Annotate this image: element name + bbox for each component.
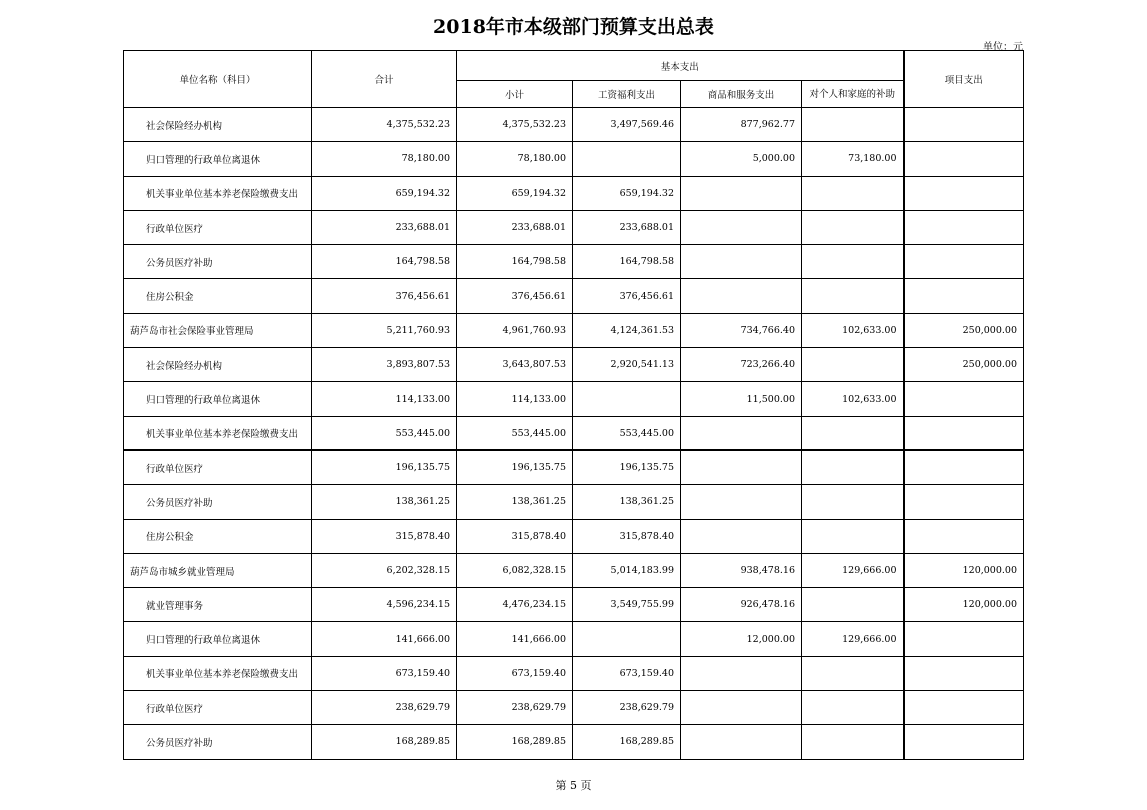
table-row bbox=[124, 416, 1024, 450]
cell-name: 行政单位医疗 bbox=[124, 210, 312, 244]
cell-project: 120,000.00 bbox=[904, 553, 1024, 587]
table-row bbox=[124, 553, 1024, 587]
cell-salary: 3,497,569.46 bbox=[573, 108, 681, 142]
cell-project bbox=[904, 622, 1024, 656]
cell-goods: 5,000.00 bbox=[681, 142, 802, 176]
cell-project bbox=[904, 725, 1024, 759]
cell-salary: 5,014,183.99 bbox=[573, 553, 681, 587]
cell-personal bbox=[802, 245, 904, 279]
cell-personal bbox=[802, 725, 904, 759]
cell-goods bbox=[681, 210, 802, 244]
cell-project: 250,000.00 bbox=[904, 313, 1024, 347]
cell-personal: 73,180.00 bbox=[802, 142, 904, 176]
cell-total: 6,202,328.15 bbox=[312, 553, 457, 587]
cell-salary: 3,549,755.99 bbox=[573, 588, 681, 622]
cell-salary: 376,456.61 bbox=[573, 279, 681, 313]
table-row bbox=[124, 176, 1024, 210]
cell-name: 社会保险经办机构 bbox=[124, 108, 312, 142]
cell-subtotal: 78,180.00 bbox=[457, 142, 573, 176]
cell-name: 公务员医疗补助 bbox=[124, 245, 312, 279]
cell-subtotal: 4,961,760.93 bbox=[457, 313, 573, 347]
cell-goods bbox=[681, 656, 802, 690]
table-row bbox=[124, 725, 1024, 759]
cell-salary: 233,688.01 bbox=[573, 210, 681, 244]
table-row bbox=[124, 656, 1024, 690]
cell-subtotal: 138,361.25 bbox=[457, 485, 573, 519]
cell-salary: 4,124,361.53 bbox=[573, 313, 681, 347]
cell-subtotal: 168,289.85 bbox=[457, 725, 573, 759]
cell-subtotal: 141,666.00 bbox=[457, 622, 573, 656]
cell-goods: 938,478.16 bbox=[681, 553, 802, 587]
cell-total: 196,135.75 bbox=[312, 450, 457, 484]
cell-project bbox=[904, 382, 1024, 416]
cell-salary: 138,361.25 bbox=[573, 485, 681, 519]
table-row bbox=[124, 588, 1024, 622]
header-project: 项目支出 bbox=[904, 51, 1024, 108]
cell-goods bbox=[681, 450, 802, 484]
page-title: 2018年市本级部门预算支出总表 bbox=[433, 16, 714, 38]
cell-subtotal: 673,159.40 bbox=[457, 656, 573, 690]
cell-total: 4,596,234.15 bbox=[312, 588, 457, 622]
cell-personal bbox=[802, 348, 904, 382]
cell-goods bbox=[681, 519, 802, 553]
cell-goods bbox=[681, 279, 802, 313]
cell-name: 归口管理的行政单位离退休 bbox=[124, 622, 312, 656]
cell-salary: 196,135.75 bbox=[573, 450, 681, 484]
cell-personal: 129,666.00 bbox=[802, 622, 904, 656]
table-row bbox=[124, 210, 1024, 244]
cell-name: 公务员医疗补助 bbox=[124, 725, 312, 759]
cell-project bbox=[904, 485, 1024, 519]
cell-project bbox=[904, 245, 1024, 279]
cell-name: 行政单位医疗 bbox=[124, 691, 312, 725]
cell-subtotal: 376,456.61 bbox=[457, 279, 573, 313]
cell-salary: 315,878.40 bbox=[573, 519, 681, 553]
header-total: 合计 bbox=[312, 51, 457, 108]
cell-total: 138,361.25 bbox=[312, 485, 457, 519]
cell-personal bbox=[802, 210, 904, 244]
budget-table bbox=[123, 50, 1024, 760]
cell-project: 120,000.00 bbox=[904, 588, 1024, 622]
header-personal: 对个人和家庭的补助 bbox=[802, 81, 904, 108]
cell-subtotal: 233,688.01 bbox=[457, 210, 573, 244]
cell-subtotal: 3,643,807.53 bbox=[457, 348, 573, 382]
header-subtotal: 小计 bbox=[457, 81, 573, 108]
cell-total: 5,211,760.93 bbox=[312, 313, 457, 347]
cell-goods: 734,766.40 bbox=[681, 313, 802, 347]
header-basic: 基本支出 bbox=[457, 51, 904, 81]
cell-goods: 11,500.00 bbox=[681, 382, 802, 416]
cell-total: 238,629.79 bbox=[312, 691, 457, 725]
cell-total: 114,133.00 bbox=[312, 382, 457, 416]
header-goods: 商品和服务支出 bbox=[681, 81, 802, 108]
cell-name: 葫芦岛市城乡就业管理局 bbox=[124, 553, 312, 587]
cell-project bbox=[904, 108, 1024, 142]
cell-project: 250,000.00 bbox=[904, 348, 1024, 382]
cell-project bbox=[904, 519, 1024, 553]
cell-project bbox=[904, 450, 1024, 484]
header-name: 单位名称（科目） bbox=[124, 51, 312, 108]
cell-total: 553,445.00 bbox=[312, 416, 457, 450]
table-body bbox=[124, 108, 1024, 760]
cell-salary: 673,159.40 bbox=[573, 656, 681, 690]
cell-personal bbox=[802, 450, 904, 484]
cell-personal: 129,666.00 bbox=[802, 553, 904, 587]
cell-name: 社会保险经办机构 bbox=[124, 348, 312, 382]
cell-name: 归口管理的行政单位离退休 bbox=[124, 382, 312, 416]
cell-personal bbox=[802, 691, 904, 725]
cell-goods bbox=[681, 691, 802, 725]
cell-name: 机关事业单位基本养老保险缴费支出 bbox=[124, 416, 312, 450]
cell-goods bbox=[681, 725, 802, 759]
cell-goods: 723,266.40 bbox=[681, 348, 802, 382]
cell-personal: 102,633.00 bbox=[802, 382, 904, 416]
cell-project bbox=[904, 656, 1024, 690]
cell-subtotal: 6,082,328.15 bbox=[457, 553, 573, 587]
cell-goods bbox=[681, 176, 802, 210]
cell-goods: 877,962.77 bbox=[681, 108, 802, 142]
table-row bbox=[124, 108, 1024, 142]
table-row bbox=[124, 519, 1024, 553]
cell-name: 葫芦岛市社会保险事业管理局 bbox=[124, 313, 312, 347]
cell-salary: 168,289.85 bbox=[573, 725, 681, 759]
cell-project bbox=[904, 691, 1024, 725]
cell-personal: 102,633.00 bbox=[802, 313, 904, 347]
cell-subtotal: 114,133.00 bbox=[457, 382, 573, 416]
table-row bbox=[124, 622, 1024, 656]
cell-salary: 2,920,541.13 bbox=[573, 348, 681, 382]
cell-personal bbox=[802, 176, 904, 210]
cell-total: 673,159.40 bbox=[312, 656, 457, 690]
cell-total: 78,180.00 bbox=[312, 142, 457, 176]
cell-total: 233,688.01 bbox=[312, 210, 457, 244]
cell-name: 就业管理事务 bbox=[124, 588, 312, 622]
cell-name: 住房公积金 bbox=[124, 279, 312, 313]
cell-personal bbox=[802, 656, 904, 690]
cell-name: 住房公积金 bbox=[124, 519, 312, 553]
cell-total: 376,456.61 bbox=[312, 279, 457, 313]
cell-personal bbox=[802, 485, 904, 519]
cell-subtotal: 4,476,234.15 bbox=[457, 588, 573, 622]
cell-personal bbox=[802, 279, 904, 313]
cell-salary bbox=[573, 622, 681, 656]
cell-subtotal: 315,878.40 bbox=[457, 519, 573, 553]
cell-total: 168,289.85 bbox=[312, 725, 457, 759]
cell-personal bbox=[802, 588, 904, 622]
cell-salary: 164,798.58 bbox=[573, 245, 681, 279]
table-row bbox=[124, 313, 1024, 347]
cell-subtotal: 4,375,532.23 bbox=[457, 108, 573, 142]
table-row bbox=[124, 450, 1024, 484]
table-row bbox=[124, 279, 1024, 313]
page-number: 第 5 页 bbox=[555, 779, 592, 792]
cell-name: 行政单位医疗 bbox=[124, 450, 312, 484]
cell-goods: 926,478.16 bbox=[681, 588, 802, 622]
table-row bbox=[124, 485, 1024, 519]
cell-project bbox=[904, 416, 1024, 450]
cell-project bbox=[904, 279, 1024, 313]
cell-personal bbox=[802, 416, 904, 450]
cell-subtotal: 238,629.79 bbox=[457, 691, 573, 725]
cell-name: 机关事业单位基本养老保险缴费支出 bbox=[124, 176, 312, 210]
cell-total: 3,893,807.53 bbox=[312, 348, 457, 382]
cell-subtotal: 659,194.32 bbox=[457, 176, 573, 210]
cell-personal bbox=[802, 108, 904, 142]
cell-project bbox=[904, 142, 1024, 176]
unit-label: 单位：元 bbox=[983, 42, 1023, 53]
cell-total: 659,194.32 bbox=[312, 176, 457, 210]
cell-total: 164,798.58 bbox=[312, 245, 457, 279]
cell-salary bbox=[573, 382, 681, 416]
cell-salary bbox=[573, 142, 681, 176]
cell-total: 4,375,532.23 bbox=[312, 108, 457, 142]
cell-salary: 553,445.00 bbox=[573, 416, 681, 450]
cell-personal bbox=[802, 519, 904, 553]
cell-name: 机关事业单位基本养老保险缴费支出 bbox=[124, 656, 312, 690]
cell-salary: 238,629.79 bbox=[573, 691, 681, 725]
cell-total: 141,666.00 bbox=[312, 622, 457, 656]
table-row bbox=[124, 245, 1024, 279]
cell-goods bbox=[681, 416, 802, 450]
cell-subtotal: 196,135.75 bbox=[457, 450, 573, 484]
cell-goods bbox=[681, 245, 802, 279]
table-row bbox=[124, 348, 1024, 382]
cell-salary: 659,194.32 bbox=[573, 176, 681, 210]
cell-goods bbox=[681, 485, 802, 519]
cell-project bbox=[904, 176, 1024, 210]
cell-goods: 12,000.00 bbox=[681, 622, 802, 656]
cell-project bbox=[904, 210, 1024, 244]
header-salary: 工资福利支出 bbox=[573, 81, 681, 108]
cell-total: 315,878.40 bbox=[312, 519, 457, 553]
cell-subtotal: 164,798.58 bbox=[457, 245, 573, 279]
table-row bbox=[124, 142, 1024, 176]
table-row bbox=[124, 382, 1024, 416]
table-row bbox=[124, 691, 1024, 725]
cell-name: 归口管理的行政单位离退休 bbox=[124, 142, 312, 176]
cell-subtotal: 553,445.00 bbox=[457, 416, 573, 450]
cell-name: 公务员医疗补助 bbox=[124, 485, 312, 519]
